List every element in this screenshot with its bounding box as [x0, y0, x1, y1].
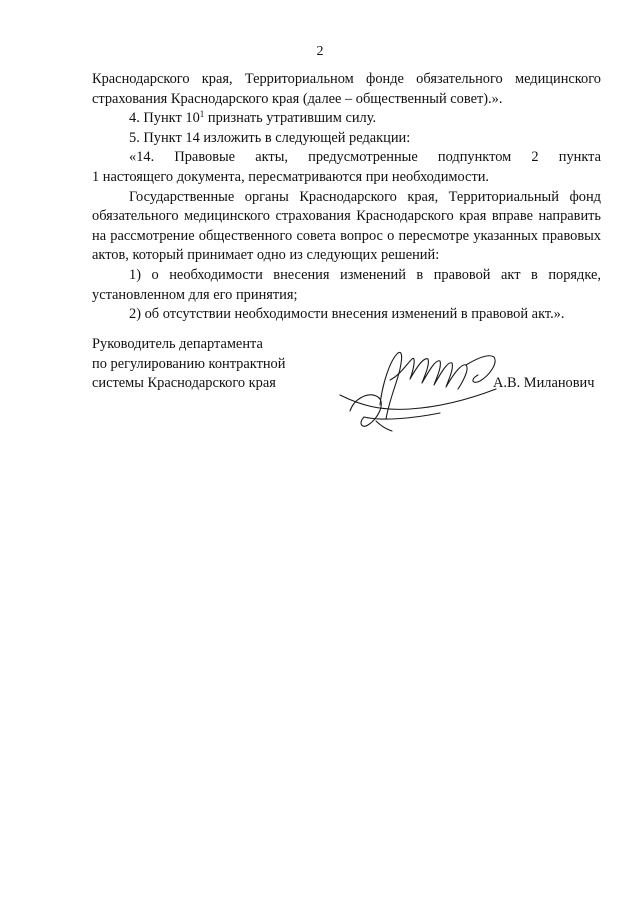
paragraph-item-4 [92, 109, 601, 129]
paragraph-item-4-superscript: 1 [199, 109, 205, 120]
signatory-title [92, 335, 285, 394]
paragraph-decision-2: 2) об отсутствии необходимости внесения изменений в правовой акт.». [129, 306, 565, 323]
signatory-title-line-1: Руководитель департамента [92, 336, 263, 352]
paragraph-item-14-line1: «14. Правовые акты, предусмотренные подпунктом 2 пункта [129, 149, 601, 166]
paragraph-item-4-prefix: 4. Пункт 10 [129, 110, 200, 127]
document-body [92, 70, 601, 325]
handwritten-signature [320, 335, 520, 435]
paragraph-public-council: Краснодарского края, Территориальном фонде обязательного медицинского страхования Краснодарского края (далее – общественный совет).». [92, 71, 601, 107]
signer-name: А.В. Миланович [493, 375, 595, 391]
paragraph-decision-1: 1) о необходимости внесения изменений в правовой акт в порядке, установленном для его принятия; [92, 266, 601, 303]
paragraph-item-4-suffix: признать утратившим силу. [204, 110, 377, 127]
page-number: 2 [316, 44, 324, 59]
signatory-title-line-2: по регулированию контрактной [92, 355, 286, 372]
paragraph-state-bodies: Государственные органы Краснодарского края, Территориальный фонд обязательного медицинского страхования Краснодарского края вправе направить на рассмотрение общественного совета вопрос о пересмотре указанных правовых актов, который принимает одно из следующих решений: [92, 188, 601, 264]
paragraph-item-5: 5. Пункт 14 изложить в следующей редакции: [129, 129, 411, 146]
paragraph-item-14-line2: 1 настоящего документа, пересматриваются при необходимости. [92, 168, 490, 185]
signatory-title-line-3: системы Краснодарского края [92, 375, 276, 392]
